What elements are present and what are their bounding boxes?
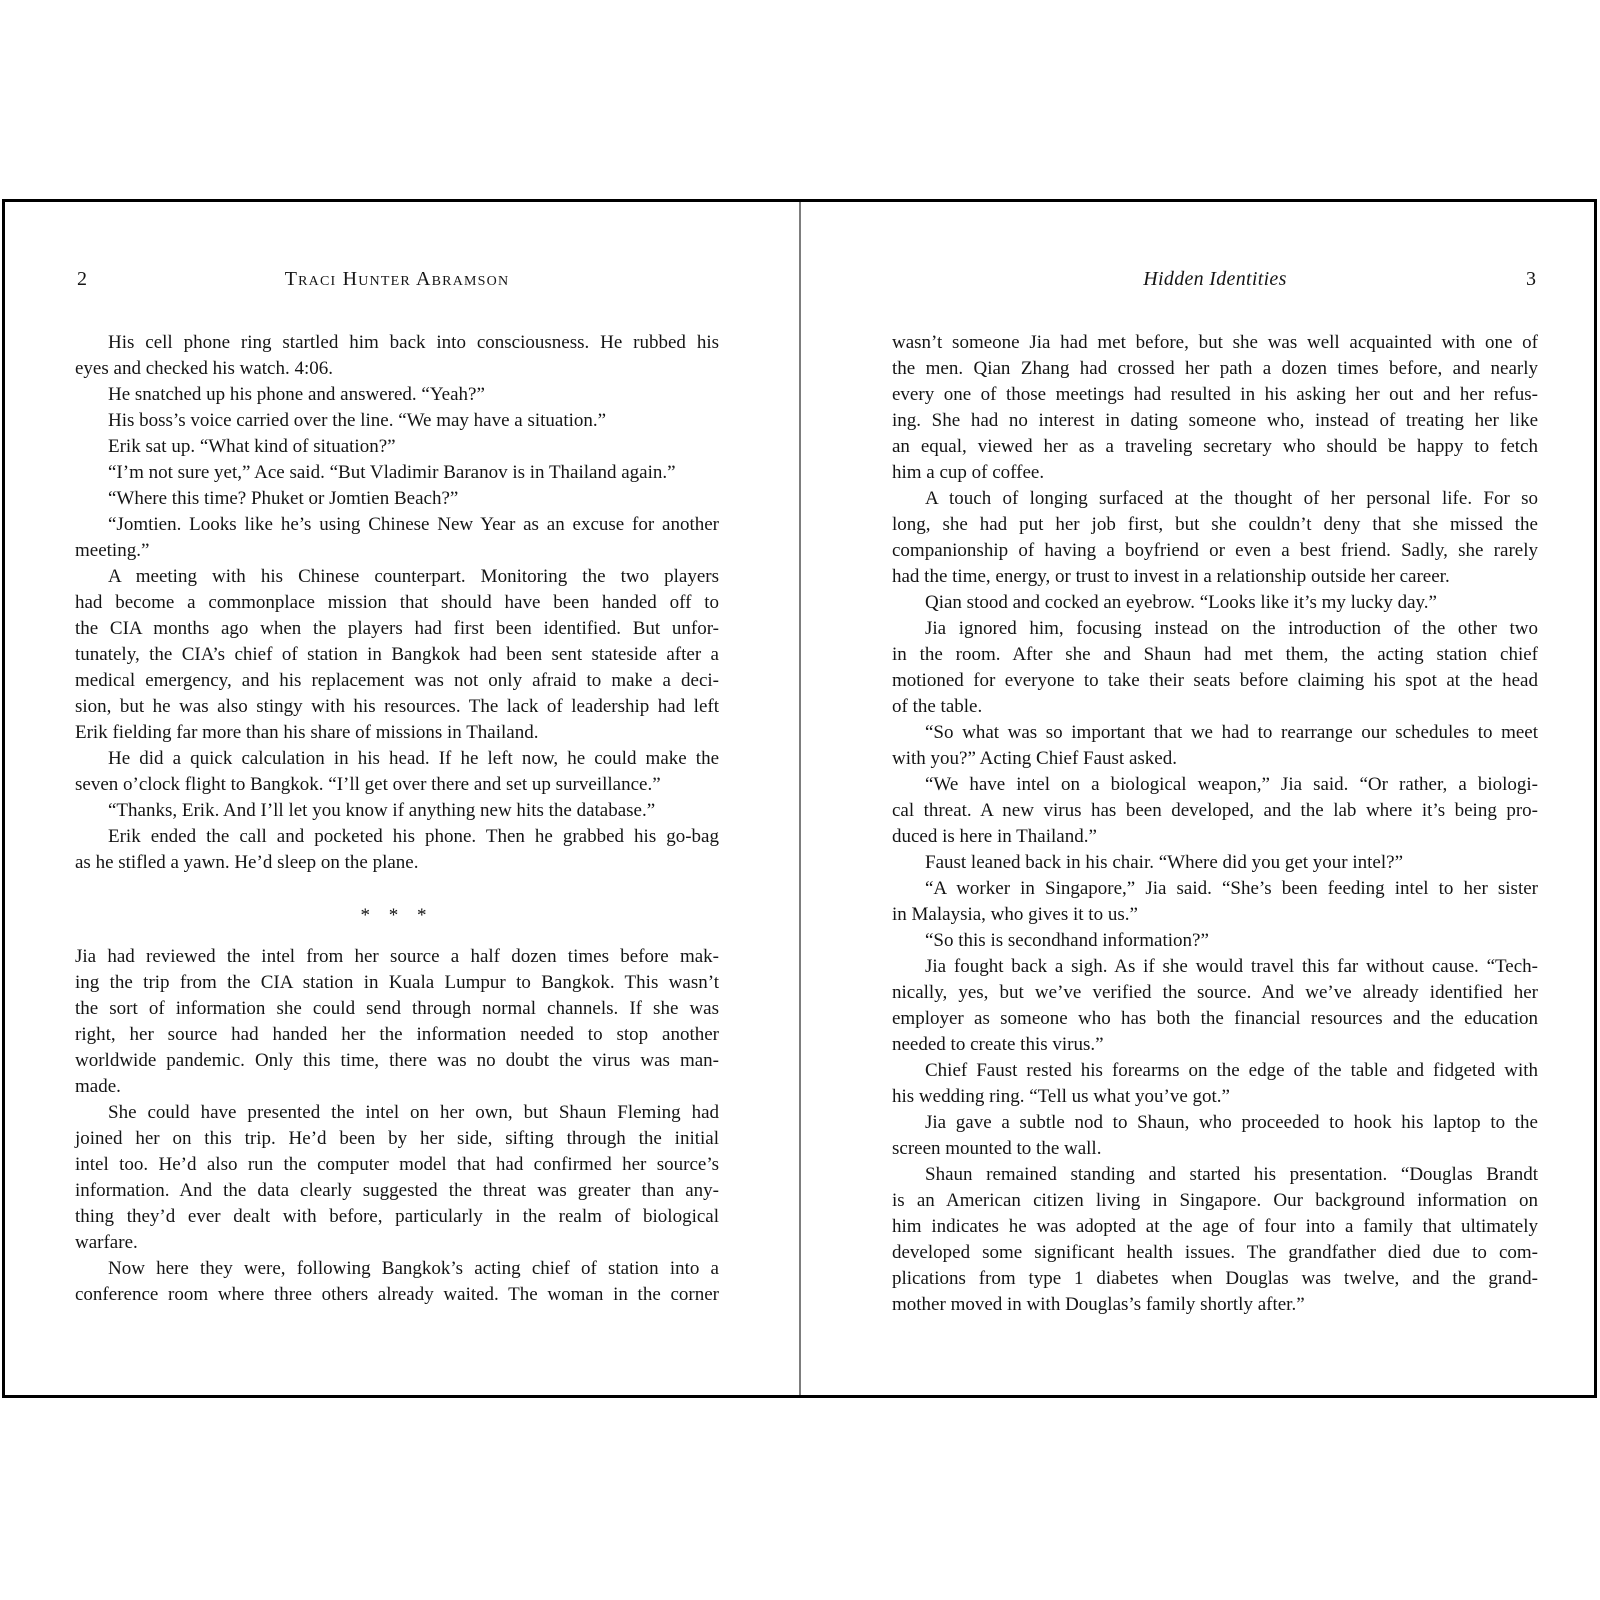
paragraph	[892, 1110, 1538, 1162]
text-line: eyes and checked his watch. 4:06.	[75, 358, 333, 379]
paragraph	[75, 798, 719, 824]
paragraph	[892, 616, 1538, 720]
text-line: had the time, energy, or trust to invest in a relationship outside her career.	[892, 566, 1450, 587]
text-line: conference room where three others already waited. The woman in the corner	[75, 1284, 719, 1305]
text-line: every one of those meetings had resulted in his asking her out and her refus-	[892, 384, 1538, 405]
text-line: nically, yes, but we’ve verified the source. And we’ve already identified her	[892, 982, 1538, 1003]
text-line: “I’m not sure yet,” Ace said. “But Vladimir Baranov is in Thailand again.”	[108, 462, 676, 483]
page-number-right: 3	[1526, 268, 1536, 290]
paragraph	[892, 954, 1538, 1058]
text-line: “Thanks, Erik. And I’ll let you know if anything new hits the database.”	[108, 800, 656, 821]
text-line: Erik sat up. “What kind of situation?”	[108, 436, 396, 457]
paragraph	[892, 850, 1538, 876]
text-line: medical emergency, and his replacement was not only afraid to make a deci-	[75, 670, 719, 691]
text-line: A touch of longing surfaced at the thought of her personal life. For so	[925, 488, 1538, 509]
paragraph	[892, 486, 1538, 590]
paragraph	[75, 408, 719, 434]
text-line: Chief Faust rested his forearms on the edge of the table and fidgeted with	[925, 1060, 1538, 1081]
paragraph	[75, 1256, 719, 1308]
text-line: an equal, viewed her as a traveling secretary who should be happy to fetch	[892, 436, 1538, 457]
page-right	[892, 268, 1538, 1318]
running-head-title: Hidden Identities	[1143, 268, 1287, 290]
scene-break: * * *	[360, 905, 434, 926]
page-left	[75, 268, 719, 1308]
text-line: motioned for everyone to take their seats before claiming his spot at the head	[892, 670, 1538, 691]
paragraph	[75, 460, 719, 486]
paragraph	[892, 928, 1538, 954]
text-line: the men. Qian Zhang had crossed her path a dozen times before, and nearly	[892, 358, 1538, 379]
paragraph	[75, 564, 719, 746]
text-line: Erik fielding far more than his share of missions in Thailand.	[75, 722, 539, 743]
text-line: worldwide pandemic. Only this time, there was no doubt the virus was man-	[75, 1050, 719, 1071]
text-line: “Where this time? Phuket or Jomtien Beach?”	[108, 488, 459, 509]
text-line: the sort of information she could send through normal channels. If she was	[75, 998, 719, 1019]
text-line: of the table.	[892, 696, 983, 717]
text-line: Now here they were, following Bangkok’s acting chief of station into a	[108, 1258, 719, 1279]
text-line: in Malaysia, who gives it to us.”	[892, 904, 1138, 925]
text-line: “So what was so important that we had to rearrange our schedules to meet	[925, 722, 1538, 743]
text-line: He did a quick calculation in his head. If he left now, he could make the	[108, 748, 719, 769]
paragraph	[75, 434, 719, 460]
page-header-left	[75, 268, 719, 298]
paragraph	[75, 486, 719, 512]
paragraph	[75, 944, 719, 1100]
text-line: had become a commonplace mission that should have been handed off to	[75, 592, 719, 613]
text-line: meeting.”	[75, 540, 150, 561]
text-line: “We have intel on a biological weapon,” Jia said. “Or rather, a biologi-	[925, 774, 1538, 795]
page-header-right	[892, 268, 1538, 298]
text-line: plications from type 1 diabetes when Douglas was twelve, and the grand-	[892, 1268, 1538, 1289]
paragraph	[892, 772, 1538, 850]
paragraph	[892, 1162, 1538, 1318]
text-line: him a cup of coffee.	[892, 462, 1045, 483]
text-line: long, she had put her job first, but she couldn’t deny that she missed the	[892, 514, 1538, 535]
text-line: His cell phone ring startled him back into consciousness. He rubbed his	[108, 332, 719, 353]
text-line: Faust leaned back in his chair. “Where did you get your intel?”	[925, 852, 1404, 873]
text-line: Qian stood and cocked an eyebrow. “Looks like it’s my lucky day.”	[925, 592, 1437, 613]
text-line: intel too. He’d also run the computer model that had confirmed her source’s	[75, 1154, 719, 1175]
text-line: is an American citizen living in Singapore. Our background information on	[892, 1190, 1538, 1211]
text-line: A meeting with his Chinese counterpart. Monitoring the two players	[108, 566, 719, 587]
text-line: right, her source had handed her the information needed to stop another	[75, 1024, 719, 1045]
text-line: She could have presented the intel on her own, but Shaun Fleming had	[108, 1102, 719, 1123]
text-line: information. And the data clearly suggested the threat was greater than any-	[75, 1180, 719, 1201]
text-line: Erik ended the call and pocketed his phone. Then he grabbed his go-bag	[108, 826, 719, 847]
text-line: wasn’t someone Jia had met before, but she was well acquainted with one of	[892, 332, 1538, 353]
text-line: joined her on this trip. He’d been by her side, sifting through the initial	[75, 1128, 719, 1149]
paragraph	[75, 330, 719, 382]
paragraph	[75, 1100, 719, 1256]
text-line: his wedding ring. “Tell us what you’ve got.”	[892, 1086, 1230, 1107]
text-line: His boss’s voice carried over the line. “We may have a situation.”	[108, 410, 607, 431]
text-line: developed some significant health issues. The grandfather died due to com-	[892, 1242, 1538, 1263]
text-line: companionship of having a boyfriend or even a best friend. Sadly, she rarely	[892, 540, 1538, 561]
text-line: with you?” Acting Chief Faust asked.	[892, 748, 1177, 769]
paragraph	[892, 720, 1538, 772]
text-line: sion, but he was also stingy with his resources. The lack of leadership had left	[75, 696, 719, 717]
text-line: ing the trip from the CIA station in Kuala Lumpur to Bangkok. This wasn’t	[75, 972, 719, 993]
text-line: Jia had reviewed the intel from her source a half dozen times before mak-	[75, 946, 719, 967]
text-line: He snatched up his phone and answered. “Yeah?”	[108, 384, 485, 405]
text-line: Jia gave a subtle nod to Shaun, who proceeded to hook his laptop to the	[925, 1112, 1538, 1133]
text-line: screen mounted to the wall.	[892, 1138, 1102, 1159]
running-head-author: Traci Hunter Abramson	[284, 268, 510, 290]
text-line: him indicates he was adopted at the age of four into a family that ultimately	[892, 1216, 1538, 1237]
text-line: Jia fought back a sigh. As if she would travel this far without cause. “Tech-	[925, 956, 1538, 977]
paragraph	[892, 1058, 1538, 1110]
text-line: “Jomtien. Looks like he’s using Chinese New Year as an excuse for another	[108, 514, 719, 535]
text-line: cal threat. A new virus has been developed, and the lab where it’s being pro-	[892, 800, 1538, 821]
page-body-right	[892, 330, 1538, 1318]
text-line: the CIA months ago when the players had first been identified. But unfor-	[75, 618, 719, 639]
text-line: duced is here in Thailand.”	[892, 826, 1097, 847]
paragraph	[75, 382, 719, 408]
text-line: as he stifled a yawn. He’d sleep on the plane.	[75, 852, 419, 873]
paragraph	[892, 590, 1538, 616]
text-line: “A worker in Singapore,” Jia said. “She’s been feeding intel to her sister	[925, 878, 1538, 899]
text-line: Shaun remained standing and started his presentation. “Douglas Brandt	[925, 1164, 1538, 1185]
text-line: mother moved in with Douglas’s family shortly after.”	[892, 1294, 1305, 1315]
text-line: ing. She had no interest in dating someone who, instead of treating her like	[892, 410, 1538, 431]
text-line: Jia ignored him, focusing instead on the introduction of the other two	[925, 618, 1538, 639]
page-divider	[799, 202, 801, 1395]
text-line: warfare.	[75, 1232, 138, 1253]
paragraph	[75, 512, 719, 564]
page-number-left: 2	[77, 268, 87, 290]
text-line: “So this is secondhand information?”	[925, 930, 1209, 951]
paragraph	[75, 746, 719, 798]
text-line: tunately, the CIA’s chief of station in Bangkok had been sent stateside after a	[75, 644, 719, 665]
text-line: made.	[75, 1076, 121, 1097]
paragraph	[892, 330, 1538, 486]
text-line: needed to create this virus.”	[892, 1034, 1104, 1055]
paragraph	[892, 876, 1538, 928]
page-body-left	[75, 330, 719, 1308]
paragraph	[75, 824, 719, 876]
text-line: seven o’clock flight to Bangkok. “I’ll get over there and set up surveillance.”	[75, 774, 661, 795]
text-line: in the room. After she and Shaun had met them, the acting station chief	[892, 644, 1538, 665]
text-line: thing they’d ever dealt with before, particularly in the realm of biological	[75, 1206, 719, 1227]
text-line: employer as someone who has both the financial resources and the education	[892, 1008, 1538, 1029]
